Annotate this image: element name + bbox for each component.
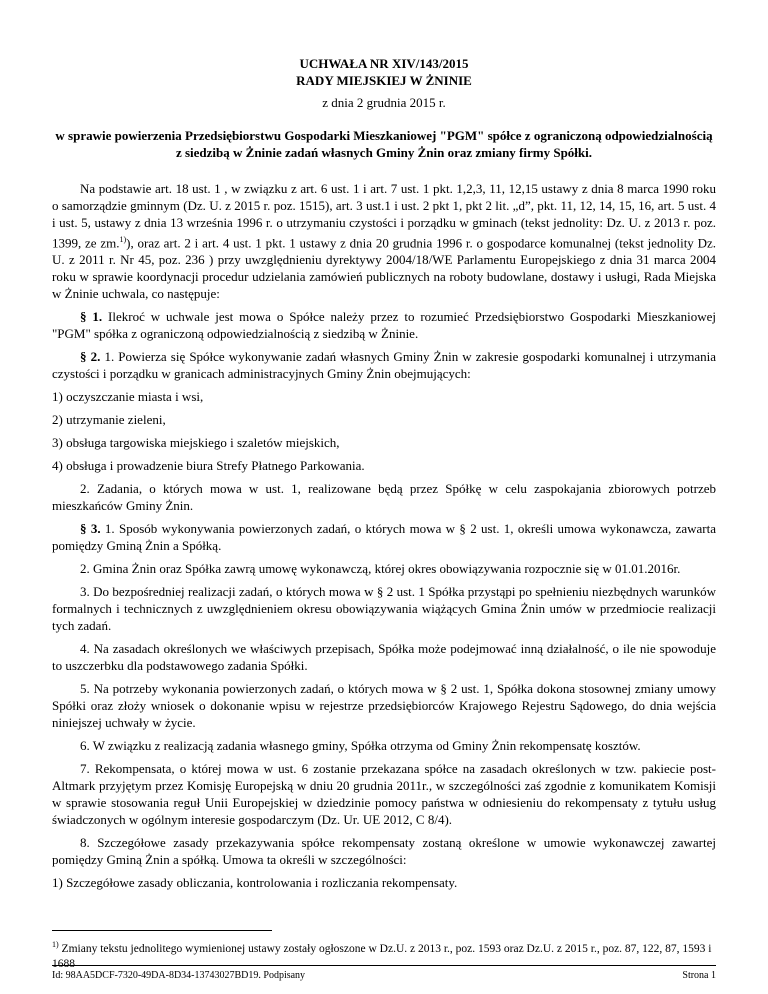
footnote-divider — [52, 930, 272, 931]
section-3-paragraph-2: 2. Gmina Żnin oraz Spółka zawrą umowę wykonawczą, której okres obowiązywania rozpocznie się w 01.01.2016r. — [80, 561, 681, 577]
section-3-paragraph-8: 8. Szczegółowe zasady przekazywania spółce rekompensaty zostaną określone w umowie wykonawczej zawartej pomiędzy Gminą Żnin a spółką. Umowa ta określi w szczególności: — [52, 835, 716, 868]
footer-divider — [52, 965, 716, 966]
section-3-paragraph-6: 6. W związku z realizacją zadania własnego gminy, Spółka otrzyma od Gminy Żnin rekompensatę kosztów. — [80, 738, 641, 754]
section-3-label: § 3. — [80, 521, 101, 537]
footnote-text: Zmiany tekstu jednolitego wymienionej ustawy zostały ogłoszone w Dz.U. z 2013 r., poz. 1593 oraz Dz.U. z 2015 r., poz. 87, 122, 87, 1593 i 1688 — [52, 942, 712, 970]
page-footer — [52, 970, 716, 981]
list-item: 1) Szczegółowe zasady obliczania, kontrolowania i rozliczania rekompensaty. — [52, 875, 458, 891]
section-3: § 3. 1. Sposób wykonywania powierzonych zadań, o których mowa w § 2 ust. 1, określi umowa wykonawcza, zawarta pomiędzy Gminą Żnin a Spółką. — [52, 521, 717, 554]
section-3-paragraph-4: 4. Na zasadach określonych we właściwych przepisach, Spółka może podejmować inną działalność, o ile nie spowoduje to uszczerbku dla podstawowego zadania Spółki. — [52, 641, 716, 674]
preamble: Na podstawie art. 18 ust. 1 , w związku z art. 6 ust. 1 i art. 7 ust. 1 pkt. 1,2,3, 11, 12,15 ustawy z dnia 8 marca 1990 roku o samorządzie gminnym (Dz. U. z 2015 r. poz. 1515), art. 3 ust.1 i ust. 2 pkt 1, pkt 2 lit. „d”, pkt. 11, 12, 14, 15, 16, art. 5 ust. 4 i ust. 5, ustawy z dnia 13 września 1996 r. o utrzymaniu czystości i porządku w gminach (tekst jednolity: Dz. U. z 2013 r. poz. 1399, ze zm.$^{1)}$), oraz art. 2 i art. 4 ust. 1 pkt. 1 ustawy z dnia 20 grudnia 1996 r. o gospodarce komunalnej (tekst jednolity Dz. U. z 2011 r. Nr 45, poz. 236 ) przy uwzględnieniu dyrektywy 2004/18/WE Parlamentu Europejskiego z dnia 31 marca 2004 roku w sprawie koordynacji procedur udzielania zamówień publicznych na roboty budowlane, dostawy i usługi, Rada Miejska w Żninie uchwala, co następuje: — [52, 181, 716, 302]
footnote-marker: 1) — [52, 940, 59, 949]
section-1-label: § 1. — [80, 309, 103, 325]
section-2: § 2. 1. Powierza się Spółce wykonywanie zadań własnych Gminy Żnin w zakresie gospodarki komunalnej i utrzymania czystości i porządku w granicach administracyjnych Gminy Żnin obejmujących: — [52, 349, 716, 382]
resolution-subject: w sprawie powierzenia Przedsiębiorstwu Gospodarki Mieszkaniowej "PGM" spółce z ograniczoną odpowiedzialnością z siedzibą w Żninie zadań własnych Gminy Żnin oraz zmiany firmy Spółki. — [55, 128, 713, 160]
section-3-paragraph-3: 3. Do bezpośredniej realizacji zadań, o których mowa w § 2 ust. 1 Spółka przystąpi po spełnieniu niezbędnych warunków formalnych i technicznych z uwzględnieniem okresu obowiązywania wiążących Gmina Żnin umów w przedmiocie realizacji tych zadań. — [52, 584, 716, 634]
section-3-paragraph-5: 5. Na potrzeby wykonania powierzonych zadań, o których mowa w § 2 ust. 1, Spółka dokona stosownej zmiany umowy Spółki oraz złoży wniosek o dokonanie wpisu w rejestrze przedsiębiorców Krajowego Rejestru Sądowego, do dnia wejścia niniejszej uchwały w życie. — [52, 681, 716, 731]
resolution-title — [52, 55, 716, 89]
footnote — [52, 937, 716, 972]
list-item: 4) obsługa i prowadzenie biura Strefy Płatnego Parkowania. — [52, 458, 365, 474]
document-page — [52, 0, 716, 994]
title-line-1: UCHWAŁA NR XIV/143/2015 — [299, 56, 469, 71]
footnote-ref: 1) — [119, 235, 127, 244]
title-line-2: RADY MIEJSKIEJ W ŻNINIE — [296, 73, 472, 88]
list-item: 3) obsługa targowiska miejskiego i szaletów miejskich, — [52, 435, 340, 451]
list-item: 2) utrzymanie zieleni, — [52, 412, 166, 428]
list-item: 1) oczyszczanie miasta i wsi, — [52, 389, 204, 405]
section-1: § 1. Ilekroć w uchwale jest mowa o Spółce należy przez to rozumieć Przedsiębiorstwo Gospodarki Mieszkaniowej "PGM" spółka z ograniczoną odpowiedzialnością z siedzibą w Żninie. — [52, 309, 717, 342]
section-2-paragraph-2: 2. Zadania, o których mowa w ust. 1, realizowane będą przez Spółkę w celu zaspokajania zbiorowych potrzeb mieszkańców Gminy Żnin. — [52, 481, 716, 514]
resolution-date: z dnia 2 grudnia 2015 r. — [322, 95, 446, 110]
document-id: Id: 98AA5DCF-7320-49DA-8D34-13743027BD19. Podpisany — [52, 970, 306, 981]
resolution-body — [52, 180, 716, 897]
section-2-label: § 2. — [80, 349, 101, 365]
section-3-paragraph-7: 7. Rekompensata, o której mowa w ust. 6 zostanie przekazana spółce na zasadach określonych w tzw. pakiecie post-Altmark przyjętym przez Komisję Europejską w dniu 20 grudnia 2011r., w szczególności zaś zgodnie z komunikatem Komisji w sprawie stosowania reguł Unii Europejskiej w dziedzinie pomocy państwa w odniesieniu do rekompensaty z tytułu usług świadczonych w ogólnym interesie gospodarczym (Dz. Ur. UE 2012, C 8/4). — [52, 761, 716, 828]
page-number: Strona 1 — [682, 970, 716, 981]
